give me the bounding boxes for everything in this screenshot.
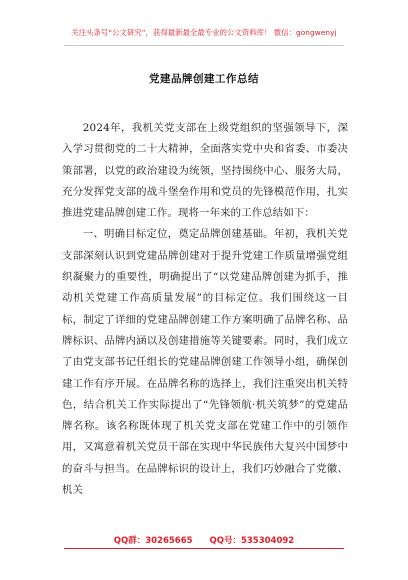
header-divider bbox=[64, 45, 344, 46]
document-body bbox=[62, 118, 348, 501]
footer-qq-group: QQ群：30265665 bbox=[113, 536, 193, 546]
body-paragraph: 一、明确目标定位，奠定品牌创建基础。年初，我机关党支部深刻认识到党建品牌创建对于提升党建工作质量增强党组织凝聚力的重要性，明确提出了“以党建品牌创建为抓手，推动机关党建工作高质量发展”的目标定位。我们围绕这一目标，制定了详细的党建品牌创建工作方案明确了品牌名称、品牌标识、品牌内涵以及创建措施等关键要素。同时，我们成立了由党支部书记任组长的党建品牌创建工作领导小组，确保创建工作有序开展。在品牌名称的选择上，我们注重突出机关特色，结合机关工作实际提出了“先锋领航·机关筑梦”的党建品牌名称。该名称既体现了机关党支部在党建工作中的引领作用，又寓意着机关党员干部在实现中华民族伟大复兴中国梦中的奋斗与担当。在品牌标识的设计上，我们巧妙融合了党徽、机关 bbox=[62, 228, 348, 497]
body-paragraph: 2024年，我机关党支部在上级党组织的坚强领导下，深入学习贯彻党的二十大精神，全面落实党中央和省委、市委决策部署，以党的政治建设为统领，坚持围绕中心、服务大局，充分发挥党支部的战斗堡垒作用和党员的先锋模范作用，扎实推进党建品牌创建工作。现将一年来的工作总结如下： bbox=[62, 122, 348, 220]
header-banner: 关注头条号“公文研究”，获得最新最全最专业的公文资料库！ 微信：gongwenyj bbox=[71, 28, 337, 37]
footer-divider bbox=[64, 548, 344, 549]
footer-contact bbox=[0, 534, 408, 546]
footer-qq-number: QQ号：535304092 bbox=[209, 536, 295, 546]
document-title: 党建品牌创建工作总结 bbox=[149, 73, 259, 85]
